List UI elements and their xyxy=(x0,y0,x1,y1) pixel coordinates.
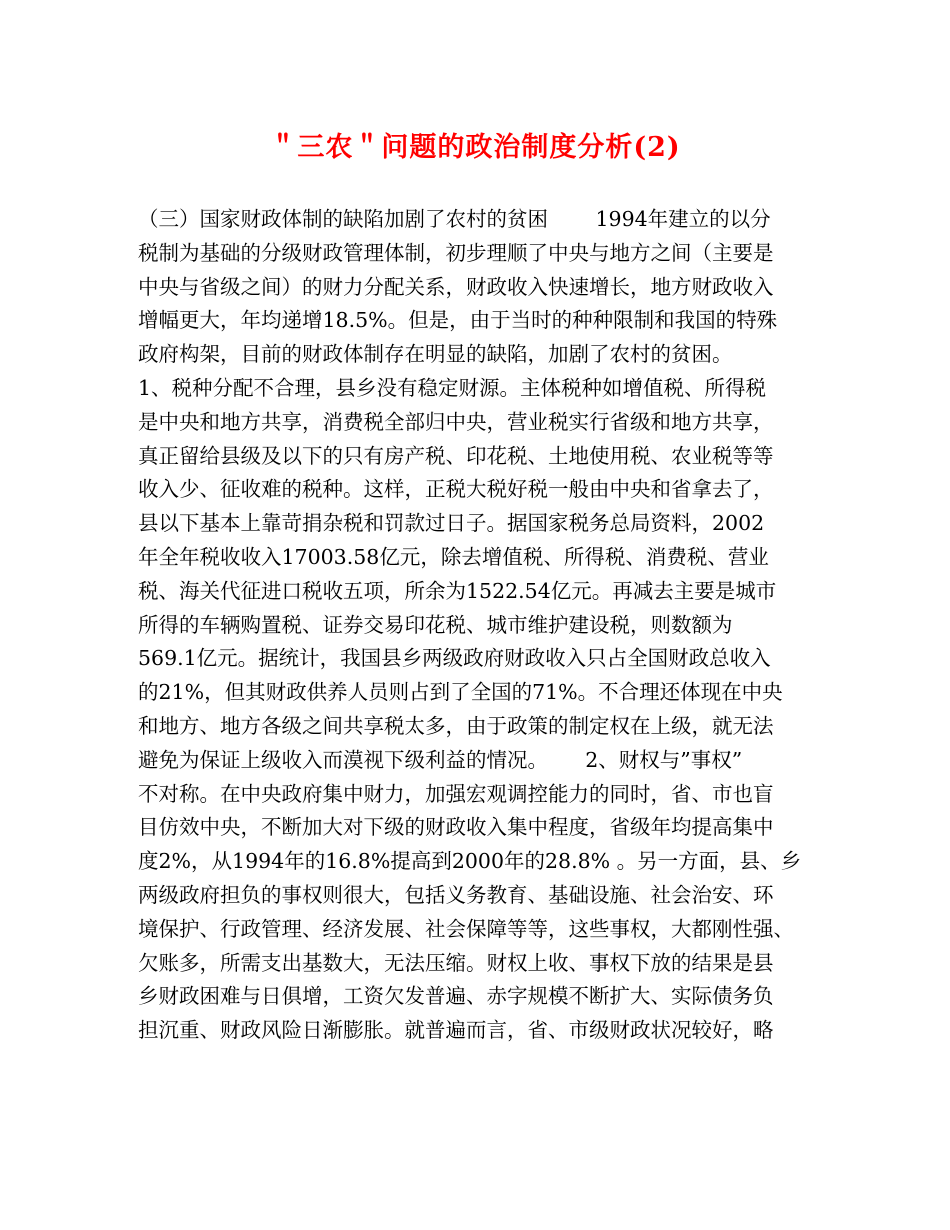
page-title: ＂三农＂问题的政治制度分析(2) xyxy=(269,132,681,163)
text-line: 真正留给县级及以下的只有房产税、印花税、土地使用税、农业税等等 xyxy=(138,443,774,468)
text-line: 度2%，从1994年的16.8%提高到2000年的28.8% 。另一方面，县、乡 xyxy=(138,849,802,874)
text-line: 两级政府担负的事权则很大，包括义务教育、基础设施、社会治安、环 xyxy=(138,882,774,907)
text-line: 的21%，但其财政供养人员则占到了全国的71%。不合理还体现在中央 xyxy=(138,680,783,705)
text-line: 税制为基础的分级财政管理体制，初步理顺了中央与地方之间（主要是 xyxy=(138,240,774,265)
text-line: 政府构架，目前的财政体制存在明显的缺陷，加剧了农村的贫困。 xyxy=(138,342,733,367)
text-line: 税、海关代征进口税收五项，所余为1522.54亿元。再减去主要是城市 xyxy=(138,578,777,603)
text-line: 欠账多，所需支出基数大，无法压缩。财权上收、事权下放的结果是县 xyxy=(138,950,774,975)
text-line: 境保护、行政管理、经济发展、社会保障等等，这些事权，大都刚性强、 xyxy=(138,916,794,941)
text-line: 和地方、地方各级之间共享税太多，由于政策的制定权在上级，就无法 xyxy=(138,713,774,738)
text-line: 乡财政困难与日俱增，工资欠发普遍、赤字规模不断扩大、实际债务负 xyxy=(138,984,774,1009)
text-line: （三）国家财政体制的缺陷加剧了农村的贫困 1994年建立的以分 xyxy=(138,207,771,231)
text-line: 不对称。在中央政府集中财力，加强宏观调控能力的同时，省、市也盲 xyxy=(138,781,774,806)
text-line: 是中央和地方共享，消费税全部归中央，营业税实行省级和地方共享， xyxy=(138,409,774,434)
text-line: 569.1亿元。据统计，我国县乡两级政府财政收入只占全国财政总收入 xyxy=(138,646,771,671)
body-text xyxy=(138,203,838,1048)
text-line: 收入少、征收难的税种。这样，正税大税好税一般由中央和省拿去了， xyxy=(138,477,774,502)
text-line: 目仿效中央，不断加大对下级的财政收入集中程度，省级年均提高集中 xyxy=(138,815,774,840)
text-line: 县以下基本上靠苛捐杂税和罚款过日子。据国家税务总局资料，2002 xyxy=(138,511,765,536)
text-line: 避免为保证上级收入而漠视下级利益的情况。 2、财权与”事权” xyxy=(138,747,743,772)
text-line: 所得的车辆购置税、证券交易印花税、城市维护建设税，则数额为 xyxy=(138,612,733,637)
text-line: 增幅更大，年均递增18.5%。但是，由于当时的种种限制和我国的特殊 xyxy=(138,308,778,333)
text-line: 1、税种分配不合理，县乡没有稳定财源。主体税种如增值税、所得税 xyxy=(138,375,767,400)
text-line: 担沉重、财政风险日渐膨胀。就普遍而言，省、市级财政状况较好，略 xyxy=(138,1018,774,1043)
text-line: 年全年税收收入17003.58亿元，除去增值税、所得税、消费税、营业 xyxy=(138,544,769,569)
text-line: 中央与省级之间）的财力分配关系，财政收入快速增长，地方财政收入 xyxy=(138,274,774,299)
